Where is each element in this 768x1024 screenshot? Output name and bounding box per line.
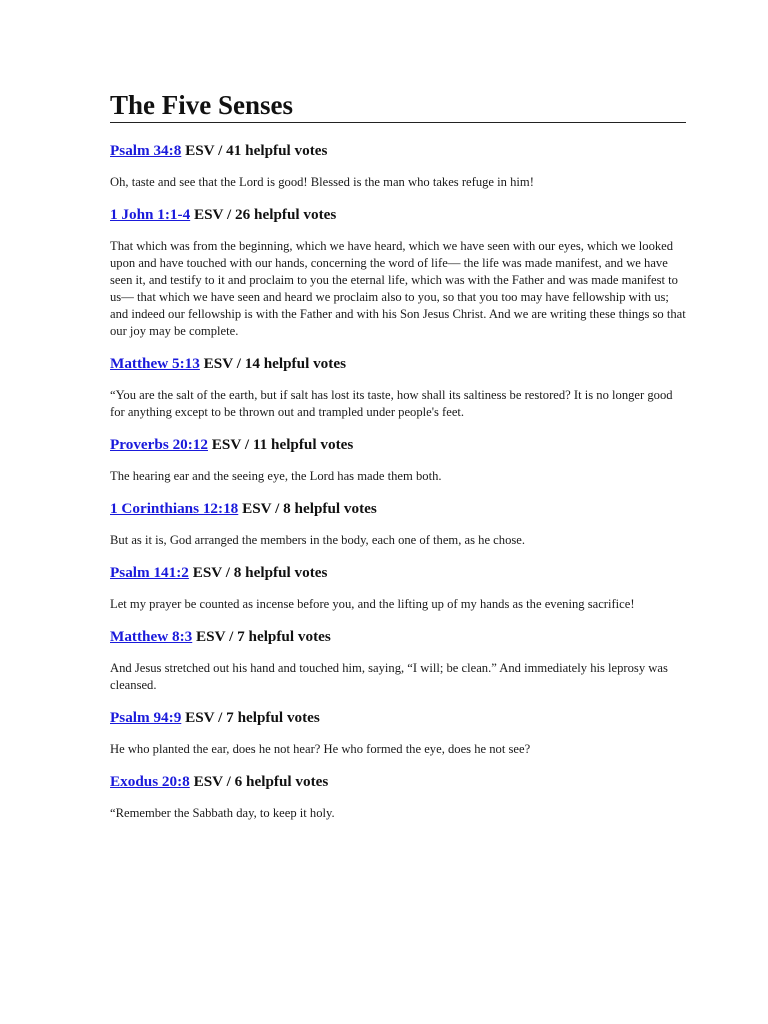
verse-text: He who planted the ear, does he not hear? He who formed the eye, does he not see? [110,742,531,756]
verse-meta: ESV / 7 helpful votes [196,628,331,645]
verse-heading [110,708,686,728]
page-title: The Five Senses [110,88,686,123]
verse-text: “Remember the Sabbath day, to keep it holy. [110,806,335,820]
verse-heading [110,205,686,225]
verse-heading [110,141,686,161]
verse-meta: ESV / 6 helpful votes [193,773,329,790]
verse-meta: ESV / 26 helpful votes [193,206,337,223]
verse-text: Let my prayer be counted as incense before you, and the lifting up of my hands as the evening sacrifice! [110,597,635,611]
verse-heading [110,772,686,792]
verse-meta: ESV / 8 helpful votes [192,564,328,581]
verse-reference-link[interactable]: Psalm 94:9 [110,709,182,726]
verse-reference-link[interactable]: Proverbs 20:12 [110,436,208,453]
verse-reference-link[interactable]: Matthew 8:3 [110,628,193,645]
verse-text: The hearing ear and the seeing eye, the Lord has made them both. [110,469,442,483]
verse-heading [110,354,686,374]
verse-meta: ESV / 41 helpful votes [185,142,328,159]
verse-text: And Jesus stretched out his hand and touched him, saying, “I will; be clean.” And immediately his leprosy was cleansed. [110,661,668,692]
verse-meta: ESV / 14 helpful votes [203,355,346,372]
verse-text: “You are the salt of the earth, but if salt has lost its taste, how shall its saltiness be restored? It is no longer good for anything except to be thrown out and trampled under people's feet. [110,388,673,419]
verse-reference-link[interactable]: 1 Corinthians 12:18 [110,500,239,517]
verse-reference-link[interactable]: 1 John 1:1-4 [110,206,191,223]
verse-meta: ESV / 11 helpful votes [211,436,354,453]
verse-meta: ESV / 8 helpful votes [242,500,377,517]
verse-meta: ESV / 7 helpful votes [185,709,320,726]
verse-text: But as it is, God arranged the members in the body, each one of them, as he chose. [110,533,526,547]
verse-text: That which was from the beginning, which we have heard, which we have seen with our eyes, which we looked upon and have touched with our hands, concerning the word of life— the life was made manifest, and we have seen it, and testify to it and proclaim to you the eternal life, which was with the Father and was made manifest to us— that which we have seen and heard we proclaim also to you, so that you too may have fellowship with us; and indeed our fellowship is with the Father and with his Son Jesus Christ. And we are writing these things so that our joy may be complete. [110,239,686,338]
verse-text: Oh, taste and see that the Lord is good! Blessed is the man who takes refuge in him! [110,175,534,189]
verse-reference-link[interactable]: Exodus 20:8 [110,773,190,790]
verse-reference-link[interactable]: Psalm 141:2 [110,564,189,581]
verse-reference-link[interactable]: Matthew 5:13 [110,355,200,372]
verse-heading [110,563,686,583]
verse-heading [110,435,686,455]
verse-reference-link[interactable]: Psalm 34:8 [110,142,182,159]
verse-heading [110,627,686,647]
verse-heading [110,499,686,519]
